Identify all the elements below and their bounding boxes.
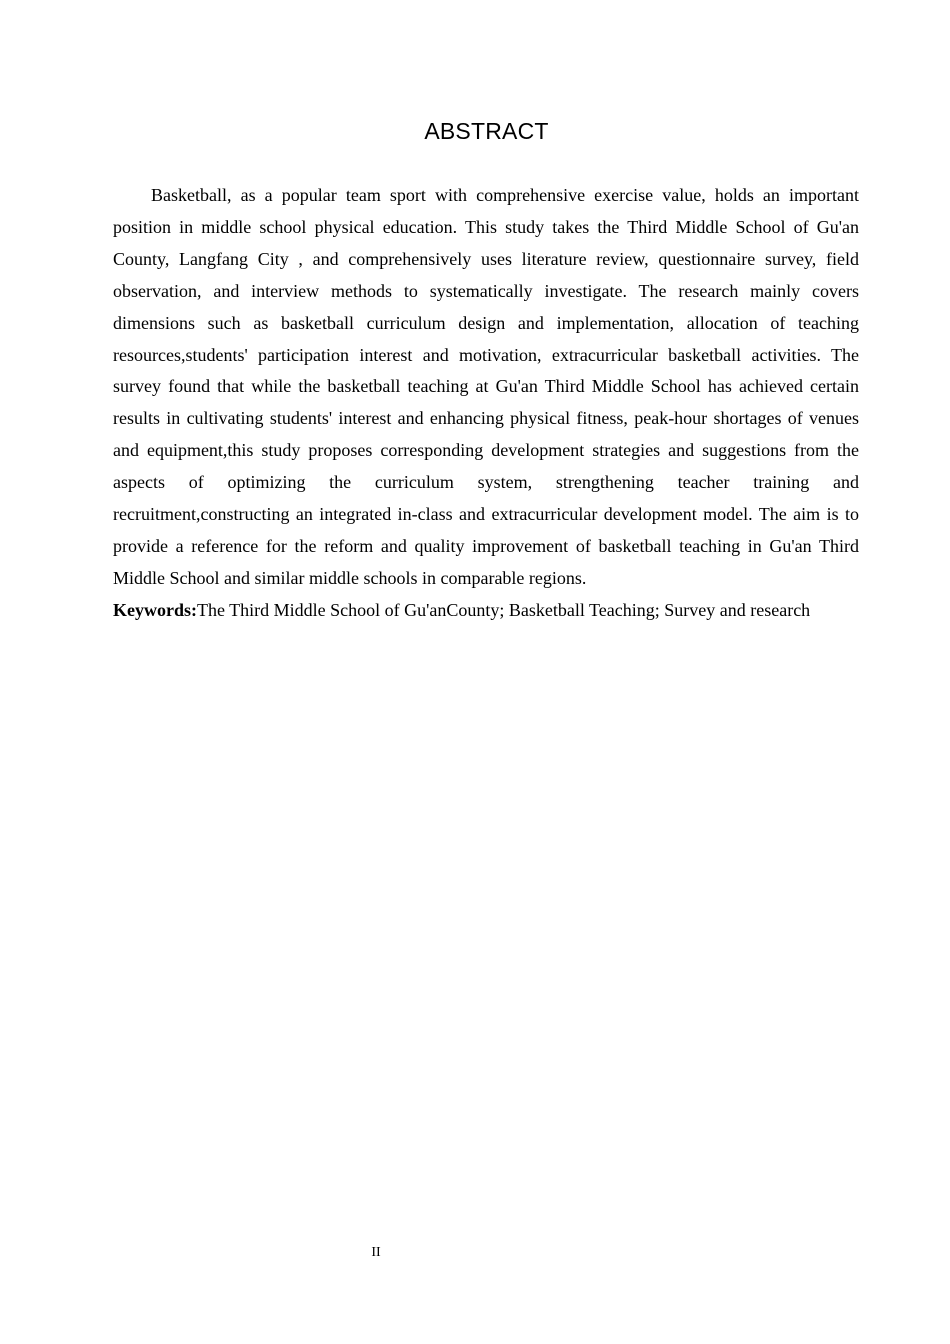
keywords-label: Keywords: xyxy=(113,599,197,620)
abstract-title: ABSTRACT xyxy=(424,118,549,144)
keywords-text: The Third Middle School of Gu'anCounty; Basketball Teaching; Survey and research xyxy=(197,599,811,620)
keywords-line xyxy=(113,595,859,627)
abstract-body xyxy=(113,180,859,627)
page-number: II xyxy=(371,1245,381,1260)
abstract-paragraph: Basketball, as a popular team sport with comprehensive exercise value, holds an important position in middle school physical education. This study takes the Third Middle School of Gu'an County, Langfang City , and comprehensively uses literature review, questionnaire survey, field observation, and interview methods to systematically investigate. The research mainly covers dimensions such as basketball curriculum design and implementation, allocation of teaching resources,students' participation interest and motivation, extracurricular basketball activities. The survey found that while the basketball teaching at Gu'an Third Middle School has achieved certain results in cultivating students' interest and enhancing physical fitness, peak-hour shortages of venues and equipment,this study proposes corresponding development strategies and suggestions from the aspects of optimizing the curriculum system, strengthening teacher training and recruitment,constructing an integrated in-class and extracurricular development model. The aim is to provide a reference for the reform and quality improvement of basketball teaching in Gu'an Third Middle School and similar middle schools in comparable regions. xyxy=(113,185,859,588)
